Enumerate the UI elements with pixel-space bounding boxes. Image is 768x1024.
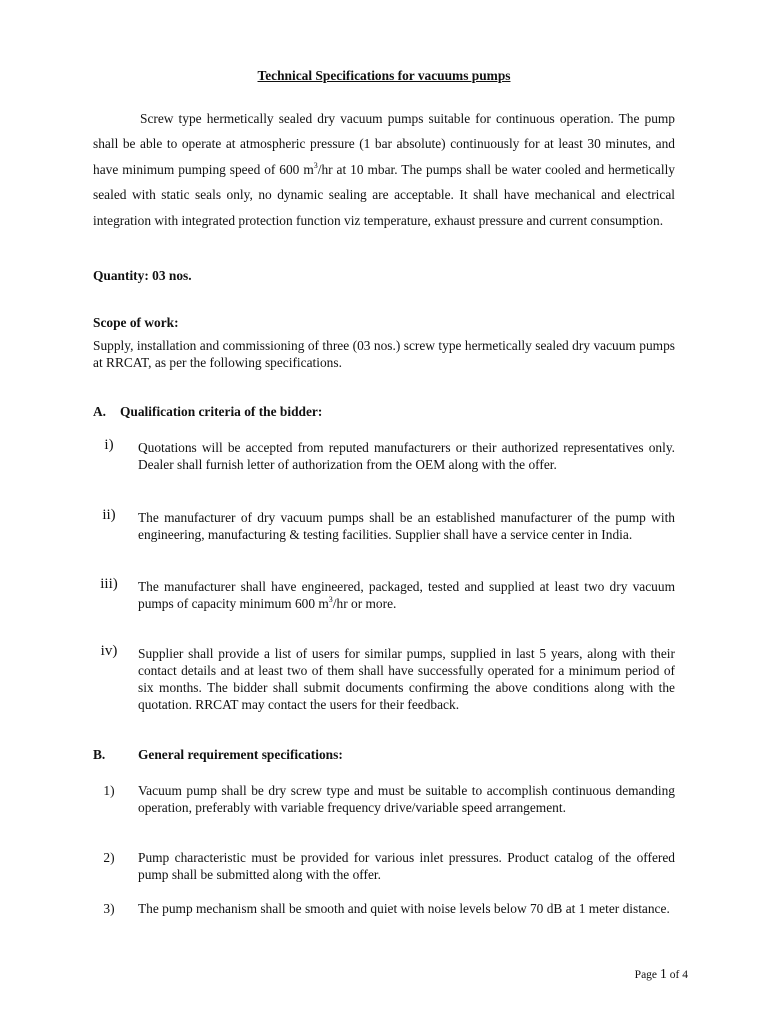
list-item-number: i) [104, 437, 114, 453]
intro-paragraph [93, 106, 675, 233]
list-item-text-part: /hr or more. [332, 595, 397, 611]
intro-text-2: /hr at 10 mbar. The pumps shall be water cooled and hermetically sealed with static seals only, no dynamic sealing are acceptable. It shall have mechanical and electrical integration with integrated protection function viz temperature, exhaust pressure and current consumption. [93, 161, 675, 228]
list-item-text: The manufacturer of dry vacuum pumps shall be an established manufacturer of the pump with engineering, manufacturing & testing facilities. Supplier shall have a service center in India. [138, 510, 675, 542]
list-item-text [138, 579, 675, 613]
list-item-text: Pump characteristic must be provided for various inlet pressures. Product catalog of the offered pump shall be submitted along with the offer. [138, 850, 675, 882]
scope-text: Supply, installation and commissioning of three (03 nos.) screw type hermetically sealed dry vacuum pumps at RRCAT, as per the following specifications. [93, 338, 675, 370]
list-item-number: 2) [103, 850, 115, 865]
section-b-heading: General requirement specifications: [138, 747, 343, 762]
list-item-text: The pump mechanism shall be smooth and quiet with noise levels below 70 dB at 1 meter distance. [138, 901, 670, 916]
page-label: Page [634, 969, 660, 981]
section-a-letter: A. [93, 404, 107, 419]
list-item-superscript: 3 [328, 594, 333, 604]
section-a-heading: Qualification criteria of the bidder: [120, 404, 323, 419]
scope-heading: Scope of work: [93, 315, 179, 330]
list-item-text: Supplier shall provide a list of users for similar pumps, supplied in last 5 years, along with their contact details and at least two of them shall have successfully operated for a minimum period of six months. The bidder shall submit documents confirming the above conditions along with the quotation. RRCAT may contact the users for their feedback. [138, 646, 675, 712]
document-title: Technical Specifications for vacuums pumps [257, 68, 511, 83]
page-footer [635, 967, 688, 983]
list-item-number: iv) [100, 643, 118, 659]
list-item-text: Quotations will be accepted from reputed manufacturers or their authorized representatives only. Dealer shall furnish letter of authorization from the OEM along with the offer. [138, 440, 675, 472]
intro-text-1: Screw type hermetically sealed dry vacuum pumps suitable for continuous operation. The pump shall be able to operate at atmospheric pressure (1 bar absolute) continuously for at least 30 minutes, and have minimum pumping speed of 600 m [93, 111, 675, 177]
page-number: 1 [659, 967, 667, 982]
section-b-letter: B. [93, 747, 106, 762]
quantity-line: Quantity: 03 nos. [93, 268, 192, 283]
intro-superscript: 3 [313, 160, 318, 170]
list-item-number: 3) [103, 901, 115, 916]
list-item-text-part: The manufacturer shall have engineered, packaged, tested and supplied at least two dry vacuum pumps of capacity minimum 600 m [138, 579, 675, 611]
page-total: of 4 [666, 969, 688, 981]
list-item-text: Vacuum pump shall be dry screw type and must be suitable to accomplish continuous demanding operation, preferably with variable frequency drive/variable speed arrangement. [138, 783, 675, 815]
list-item-number: ii) [102, 507, 116, 523]
list-item-number: iii) [100, 576, 118, 592]
list-item-number: 1) [103, 783, 115, 798]
